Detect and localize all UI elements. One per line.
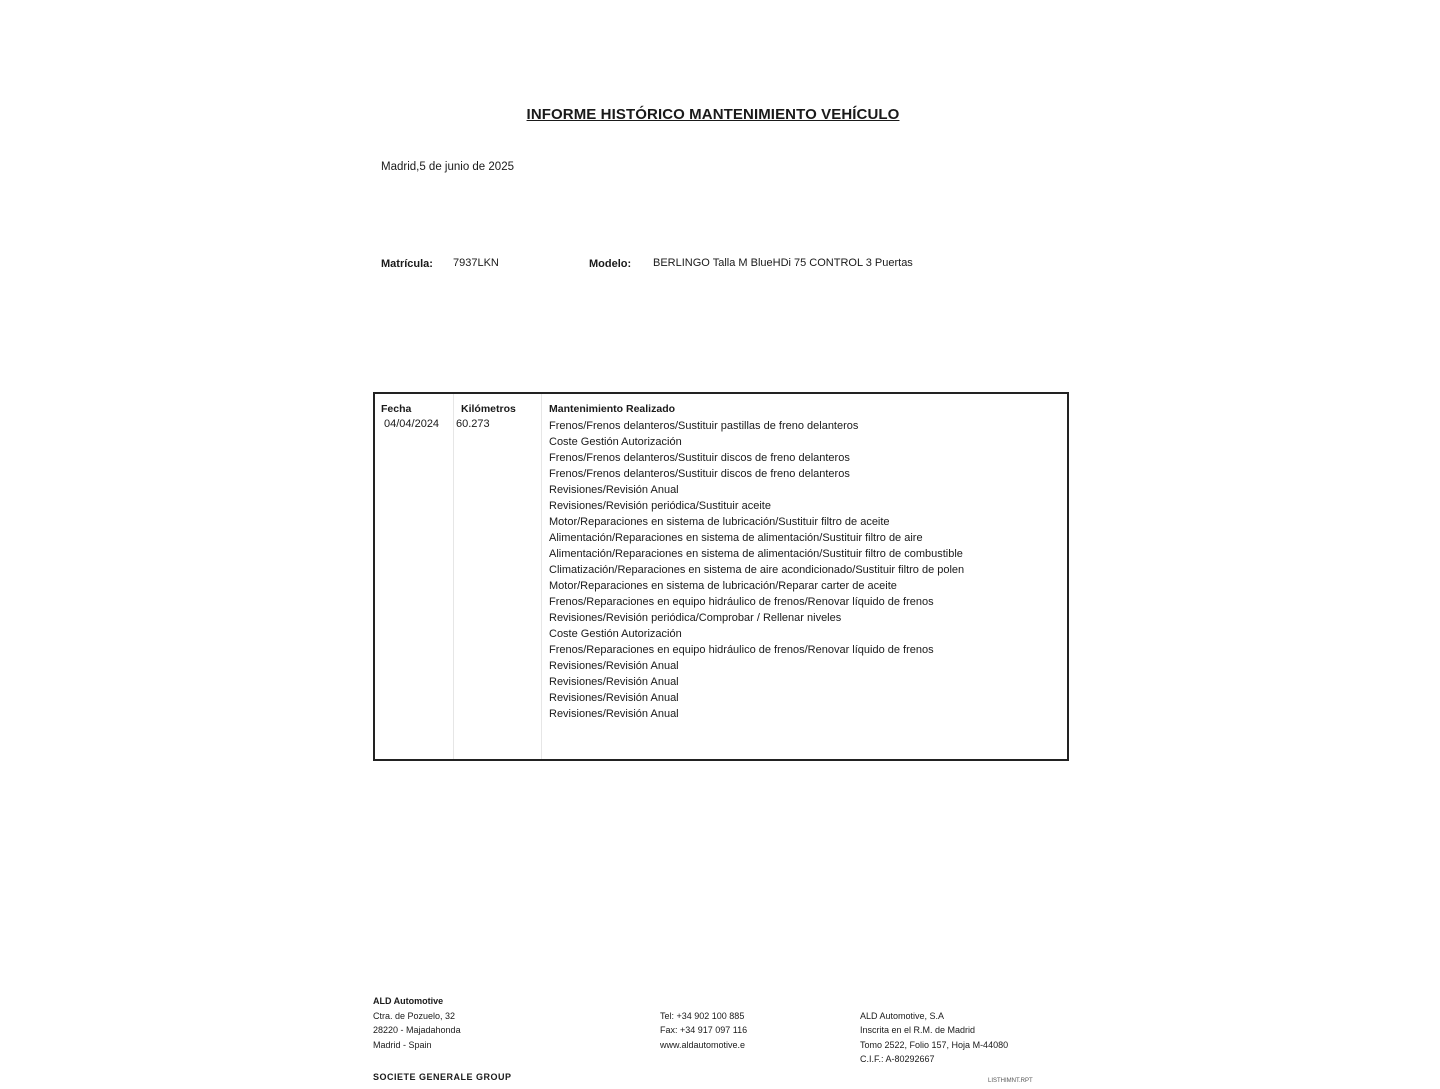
footer-fax: Fax: +34 917 097 116 [660,1025,748,1035]
maintenance-item: Revisiones/Revisión Anual [549,676,679,688]
header-work: Mantenimiento Realizado [549,403,676,415]
footer-legal-line: ALD Automotive, S.A [860,1010,945,1021]
maintenance-item: Frenos/Frenos delanteros/Sustituir discos de freno delanteros [549,452,850,464]
entry-date: 04/04/2024 [384,418,440,430]
header-date: Fecha [381,403,412,415]
footer-legal-line: C.I.F.: A-80292667 [860,1054,935,1064]
model-label: Modelo: [589,258,632,270]
column-divider [541,394,542,759]
footer-tel: Tel: +34 902 100 885 [660,1010,745,1021]
maintenance-item: Coste Gestión Autorización [549,436,682,448]
footer-contact [660,1009,747,1053]
plate-value: 7937LKN [453,257,499,269]
maintenance-item: Alimentación/Reparaciones en sistema de alimentación/Sustituir filtro de combustible [549,548,963,560]
maintenance-table [373,392,1069,761]
footer-legal-line: Tomo 2522, Folio 157, Hoja M-44080 [860,1039,1009,1050]
maintenance-items-list [549,418,979,722]
maintenance-item: Motor/Reparaciones en sistema de lubricación/Reparar carter de aceite [549,580,897,592]
maintenance-item: Revisiones/Revisión Anual [549,692,679,704]
maintenance-item: Frenos/Frenos delanteros/Sustituir pastillas de freno delanteros [549,420,859,432]
maintenance-item: Revisiones/Revisión Anual [549,484,679,496]
footer-legal-line: Inscrita en el R.M. de Madrid [860,1025,976,1035]
footer-address-line: Ctra. de Pozuelo, 32 [373,1010,456,1021]
maintenance-item: Climatización/Reparaciones en sistema de aire acondicionado/Sustituir filtro de polen [549,564,965,576]
maintenance-item: Coste Gestión Autorización [549,628,682,640]
footer-group: SOCIETE GENERALE GROUP [373,1072,512,1082]
maintenance-item: Revisiones/Revisión Anual [549,660,679,672]
report-code: LISTHIMNT.RPT [988,1078,1033,1084]
maintenance-item: Revisiones/Revisión periódica/Sustituir aceite [549,500,771,512]
footer-web[interactable]: www.aldautomotive.e [660,1039,746,1050]
footer-address-line: 28220 - Majadahonda [373,1025,461,1035]
place-date: Madrid,5 de junio de 2025 [381,161,514,173]
maintenance-item: Frenos/Reparaciones en equipo hidráulico de frenos/Renovar líquido de frenos [549,644,934,656]
report-title: INFORME HISTÓRICO MANTENIMIENTO VEHÍCULO [526,106,900,123]
maintenance-item: Frenos/Reparaciones en equipo hidráulico de frenos/Renovar líquido de frenos [549,596,934,608]
entry-km: 60.273 [456,418,490,430]
footer-address [373,994,461,1052]
header-km: Kilómetros [461,403,516,415]
footer-address-line: Madrid - Spain [373,1039,432,1050]
footer-legal [860,1009,1008,1067]
maintenance-item: Revisiones/Revisión periódica/Comprobar / Rellenar niveles [549,612,842,624]
model-value: BERLINGO Talla M BlueHDi 75 CONTROL 3 Puertas [653,257,913,269]
maintenance-item: Alimentación/Reparaciones en sistema de alimentación/Sustituir filtro de aire [549,532,923,544]
maintenance-item: Motor/Reparaciones en sistema de lubricación/Sustituir filtro de aceite [549,516,890,528]
plate-label: Matrícula: [381,258,433,270]
maintenance-item: Revisiones/Revisión Anual [549,708,679,720]
footer-company: ALD Automotive [373,996,444,1006]
column-divider [453,394,454,759]
maintenance-item: Frenos/Frenos delanteros/Sustituir discos de freno delanteros [549,468,850,480]
